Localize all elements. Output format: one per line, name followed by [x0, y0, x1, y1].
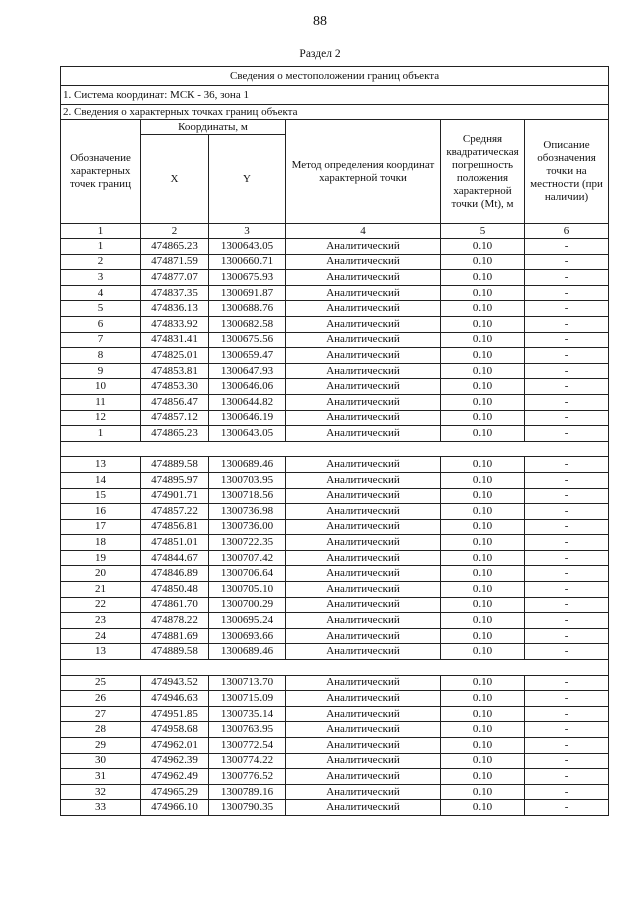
cell-method: Аналитический [286, 644, 441, 660]
group-separator-row [61, 441, 609, 457]
cell-description: - [525, 239, 609, 255]
cell-x: 474857.22 [141, 504, 209, 520]
cell-y: 1300643.05 [209, 426, 286, 442]
cell-method: Аналитический [286, 348, 441, 364]
cell-point: 8 [61, 348, 141, 364]
cell-x: 474901.71 [141, 488, 209, 504]
cell-description: - [525, 254, 609, 270]
cell-description: - [525, 597, 609, 613]
cell-x: 474889.58 [141, 457, 209, 473]
cell-point: 29 [61, 738, 141, 754]
cell-description: - [525, 488, 609, 504]
table-row [61, 644, 609, 660]
cell-error: 0.10 [441, 316, 525, 332]
table-row [61, 426, 609, 442]
cell-point: 13 [61, 457, 141, 473]
cell-point: 32 [61, 784, 141, 800]
cell-error: 0.10 [441, 379, 525, 395]
cell-y: 1300646.19 [209, 410, 286, 426]
cell-point: 2 [61, 254, 141, 270]
cell-point: 22 [61, 597, 141, 613]
cell-description: - [525, 472, 609, 488]
cell-error: 0.10 [441, 644, 525, 660]
cell-y: 1300689.46 [209, 644, 286, 660]
table-row [61, 254, 609, 270]
cell-x: 474850.48 [141, 582, 209, 598]
cell-description: - [525, 644, 609, 660]
cell-error: 0.10 [441, 301, 525, 317]
table-row [61, 488, 609, 504]
cell-x: 474836.13 [141, 301, 209, 317]
cell-x: 474861.70 [141, 597, 209, 613]
cell-x: 474853.30 [141, 379, 209, 395]
cell-y: 1300790.35 [209, 800, 286, 816]
cell-y: 1300763.95 [209, 722, 286, 738]
header-description: Описание обозначения точки на местности (при наличии) [525, 120, 609, 224]
cell-method: Аналитический [286, 394, 441, 410]
cell-x: 474962.49 [141, 769, 209, 785]
cell-error: 0.10 [441, 582, 525, 598]
cell-error: 0.10 [441, 550, 525, 566]
cell-y: 1300675.56 [209, 332, 286, 348]
table-row [61, 239, 609, 255]
cell-point: 26 [61, 691, 141, 707]
boundary-points-table [60, 66, 609, 816]
column-number: 3 [209, 224, 286, 239]
cell-method: Аналитический [286, 706, 441, 722]
cell-point: 21 [61, 582, 141, 598]
cell-y: 1300700.29 [209, 597, 286, 613]
cell-point: 30 [61, 753, 141, 769]
table-row [61, 535, 609, 551]
header-method: Метод определения координат характерной точки [286, 120, 441, 224]
cell-point: 6 [61, 316, 141, 332]
cell-method: Аналитический [286, 239, 441, 255]
cell-x: 474857.12 [141, 410, 209, 426]
cell-error: 0.10 [441, 285, 525, 301]
cell-y: 1300659.47 [209, 348, 286, 364]
cell-error: 0.10 [441, 753, 525, 769]
cell-error: 0.10 [441, 738, 525, 754]
table-row [61, 597, 609, 613]
header-x: X [141, 135, 209, 224]
table-row [61, 753, 609, 769]
cell-method: Аналитический [286, 457, 441, 473]
cell-x: 474871.59 [141, 254, 209, 270]
cell-point: 13 [61, 644, 141, 660]
cell-y: 1300660.71 [209, 254, 286, 270]
cell-point: 11 [61, 394, 141, 410]
cell-error: 0.10 [441, 675, 525, 691]
cell-method: Аналитический [286, 784, 441, 800]
cell-method: Аналитический [286, 613, 441, 629]
cell-method: Аналитический [286, 426, 441, 442]
cell-error: 0.10 [441, 800, 525, 816]
cell-method: Аналитический [286, 800, 441, 816]
table-row [61, 285, 609, 301]
cell-description: - [525, 628, 609, 644]
cell-point: 7 [61, 332, 141, 348]
table-row [61, 348, 609, 364]
cell-method: Аналитический [286, 363, 441, 379]
cell-point: 27 [61, 706, 141, 722]
coord-system-row: 1. Система координат: МСК - 36, зона 1 [61, 86, 609, 105]
group-separator-row [61, 660, 609, 676]
cell-description: - [525, 348, 609, 364]
cell-y: 1300772.54 [209, 738, 286, 754]
cell-x: 474856.81 [141, 519, 209, 535]
cell-y: 1300789.16 [209, 784, 286, 800]
cell-description: - [525, 582, 609, 598]
cell-description: - [525, 753, 609, 769]
table-row [61, 301, 609, 317]
cell-point: 10 [61, 379, 141, 395]
cell-y: 1300713.70 [209, 675, 286, 691]
cell-method: Аналитический [286, 691, 441, 707]
cell-error: 0.10 [441, 722, 525, 738]
cell-y: 1300735.14 [209, 706, 286, 722]
cell-x: 474846.89 [141, 566, 209, 582]
cell-y: 1300691.87 [209, 285, 286, 301]
cell-description: - [525, 722, 609, 738]
table-row [61, 582, 609, 598]
cell-x: 474946.63 [141, 691, 209, 707]
cell-point: 1 [61, 239, 141, 255]
cell-point: 33 [61, 800, 141, 816]
cell-x: 474966.10 [141, 800, 209, 816]
cell-y: 1300647.93 [209, 363, 286, 379]
cell-description: - [525, 285, 609, 301]
cell-x: 474895.97 [141, 472, 209, 488]
table-row [61, 270, 609, 286]
cell-x: 474865.23 [141, 426, 209, 442]
cell-x: 474831.41 [141, 332, 209, 348]
cell-description: - [525, 363, 609, 379]
cell-y: 1300675.93 [209, 270, 286, 286]
cell-x: 474889.58 [141, 644, 209, 660]
cell-error: 0.10 [441, 457, 525, 473]
cell-point: 20 [61, 566, 141, 582]
cell-description: - [525, 426, 609, 442]
cell-point: 12 [61, 410, 141, 426]
cell-description: - [525, 800, 609, 816]
cell-y: 1300706.64 [209, 566, 286, 582]
cell-x: 474878.22 [141, 613, 209, 629]
cell-description: - [525, 301, 609, 317]
cell-error: 0.10 [441, 426, 525, 442]
cell-method: Аналитический [286, 254, 441, 270]
cell-error: 0.10 [441, 254, 525, 270]
cell-x: 474851.01 [141, 535, 209, 551]
cell-error: 0.10 [441, 472, 525, 488]
cell-method: Аналитический [286, 753, 441, 769]
cell-description: - [525, 784, 609, 800]
cell-x: 474825.01 [141, 348, 209, 364]
table-title: Сведения о местоположении границ объекта [61, 67, 609, 86]
cell-y: 1300693.66 [209, 628, 286, 644]
table-row [61, 519, 609, 535]
cell-x: 474962.01 [141, 738, 209, 754]
cell-method: Аналитический [286, 332, 441, 348]
cell-description: - [525, 613, 609, 629]
cell-y: 1300707.42 [209, 550, 286, 566]
cell-x: 474881.69 [141, 628, 209, 644]
cell-x: 474837.35 [141, 285, 209, 301]
table-row [61, 722, 609, 738]
column-number: 6 [525, 224, 609, 239]
cell-point: 1 [61, 426, 141, 442]
cell-x: 474877.07 [141, 270, 209, 286]
table-row [61, 394, 609, 410]
cell-error: 0.10 [441, 566, 525, 582]
cell-error: 0.10 [441, 769, 525, 785]
cell-error: 0.10 [441, 691, 525, 707]
cell-error: 0.10 [441, 706, 525, 722]
cell-error: 0.10 [441, 363, 525, 379]
cell-method: Аналитический [286, 488, 441, 504]
cell-description: - [525, 270, 609, 286]
cell-method: Аналитический [286, 285, 441, 301]
table-row [61, 332, 609, 348]
group-separator-cell [61, 441, 609, 457]
cell-description: - [525, 379, 609, 395]
page-number: 88 [313, 14, 327, 29]
cell-y: 1300682.58 [209, 316, 286, 332]
cell-point: 23 [61, 613, 141, 629]
table-row [61, 410, 609, 426]
cell-y: 1300705.10 [209, 582, 286, 598]
cell-method: Аналитический [286, 675, 441, 691]
cell-error: 0.10 [441, 270, 525, 286]
table-row [61, 784, 609, 800]
table-row [61, 316, 609, 332]
cell-error: 0.10 [441, 332, 525, 348]
cell-method: Аналитический [286, 379, 441, 395]
cell-point: 15 [61, 488, 141, 504]
cell-method: Аналитический [286, 301, 441, 317]
cell-method: Аналитический [286, 519, 441, 535]
table-row [61, 379, 609, 395]
cell-point: 25 [61, 675, 141, 691]
cell-error: 0.10 [441, 410, 525, 426]
cell-description: - [525, 706, 609, 722]
cell-y: 1300736.00 [209, 519, 286, 535]
cell-y: 1300644.82 [209, 394, 286, 410]
cell-point: 24 [61, 628, 141, 644]
cell-method: Аналитический [286, 722, 441, 738]
table-row [61, 769, 609, 785]
cell-error: 0.10 [441, 504, 525, 520]
points-heading-row: 2. Сведения о характерных точках границ объекта [61, 105, 609, 120]
cell-y: 1300776.52 [209, 769, 286, 785]
cell-y: 1300695.24 [209, 613, 286, 629]
cell-error: 0.10 [441, 613, 525, 629]
table-row [61, 675, 609, 691]
cell-point: 31 [61, 769, 141, 785]
cell-point: 5 [61, 301, 141, 317]
header-coordinates: Координаты, м [141, 120, 286, 135]
cell-description: - [525, 550, 609, 566]
cell-point: 19 [61, 550, 141, 566]
cell-error: 0.10 [441, 784, 525, 800]
table-row [61, 550, 609, 566]
column-numbers-row [61, 224, 609, 239]
cell-x: 474958.68 [141, 722, 209, 738]
table-row [61, 800, 609, 816]
section-title: Раздел 2 [299, 48, 341, 60]
table-row [61, 738, 609, 754]
cell-x: 474965.29 [141, 784, 209, 800]
cell-method: Аналитический [286, 738, 441, 754]
cell-description: - [525, 410, 609, 426]
cell-y: 1300736.98 [209, 504, 286, 520]
cell-error: 0.10 [441, 519, 525, 535]
table-row [61, 472, 609, 488]
cell-description: - [525, 691, 609, 707]
cell-method: Аналитический [286, 316, 441, 332]
table-row [61, 363, 609, 379]
cell-method: Аналитический [286, 535, 441, 551]
cell-description: - [525, 738, 609, 754]
column-number: 1 [61, 224, 141, 239]
cell-method: Аналитический [286, 550, 441, 566]
table-row [61, 628, 609, 644]
table-row [61, 613, 609, 629]
header-y: Y [209, 135, 286, 224]
cell-description: - [525, 535, 609, 551]
cell-x: 474833.92 [141, 316, 209, 332]
table-row [61, 706, 609, 722]
cell-point: 4 [61, 285, 141, 301]
table-row [61, 566, 609, 582]
cell-x: 474951.85 [141, 706, 209, 722]
cell-error: 0.10 [441, 628, 525, 644]
cell-x: 474962.39 [141, 753, 209, 769]
cell-y: 1300646.06 [209, 379, 286, 395]
cell-description: - [525, 394, 609, 410]
column-number: 4 [286, 224, 441, 239]
cell-error: 0.10 [441, 488, 525, 504]
cell-y: 1300722.35 [209, 535, 286, 551]
cell-y: 1300703.95 [209, 472, 286, 488]
cell-method: Аналитический [286, 270, 441, 286]
cell-method: Аналитический [286, 582, 441, 598]
cell-point: 18 [61, 535, 141, 551]
table-row [61, 457, 609, 473]
column-number: 2 [141, 224, 209, 239]
cell-x: 474865.23 [141, 239, 209, 255]
column-number: 5 [441, 224, 525, 239]
table-row [61, 691, 609, 707]
cell-point: 14 [61, 472, 141, 488]
cell-y: 1300774.22 [209, 753, 286, 769]
cell-method: Аналитический [286, 410, 441, 426]
cell-x: 474844.67 [141, 550, 209, 566]
cell-method: Аналитический [286, 472, 441, 488]
cell-description: - [525, 675, 609, 691]
cell-description: - [525, 316, 609, 332]
cell-description: - [525, 566, 609, 582]
cell-point: 17 [61, 519, 141, 535]
cell-description: - [525, 504, 609, 520]
cell-description: - [525, 769, 609, 785]
cell-y: 1300718.56 [209, 488, 286, 504]
cell-y: 1300688.76 [209, 301, 286, 317]
cell-method: Аналитический [286, 597, 441, 613]
header-error: Средняя квадратическая погрешность положения характерной точки (Mt), м [441, 120, 525, 224]
cell-point: 9 [61, 363, 141, 379]
cell-point: 28 [61, 722, 141, 738]
cell-error: 0.10 [441, 535, 525, 551]
cell-method: Аналитический [286, 628, 441, 644]
cell-x: 474853.81 [141, 363, 209, 379]
cell-point: 3 [61, 270, 141, 286]
cell-error: 0.10 [441, 597, 525, 613]
cell-description: - [525, 457, 609, 473]
cell-method: Аналитический [286, 504, 441, 520]
cell-error: 0.10 [441, 348, 525, 364]
cell-method: Аналитический [286, 769, 441, 785]
cell-y: 1300643.05 [209, 239, 286, 255]
header-point-designation: Обозначение характерных точек границ [61, 120, 141, 224]
cell-y: 1300689.46 [209, 457, 286, 473]
table-row [61, 504, 609, 520]
cell-x: 474856.47 [141, 394, 209, 410]
cell-error: 0.10 [441, 239, 525, 255]
cell-point: 16 [61, 504, 141, 520]
group-separator-cell [61, 660, 609, 676]
cell-y: 1300715.09 [209, 691, 286, 707]
cell-method: Аналитический [286, 566, 441, 582]
cell-x: 474943.52 [141, 675, 209, 691]
cell-error: 0.10 [441, 394, 525, 410]
cell-description: - [525, 519, 609, 535]
cell-description: - [525, 332, 609, 348]
